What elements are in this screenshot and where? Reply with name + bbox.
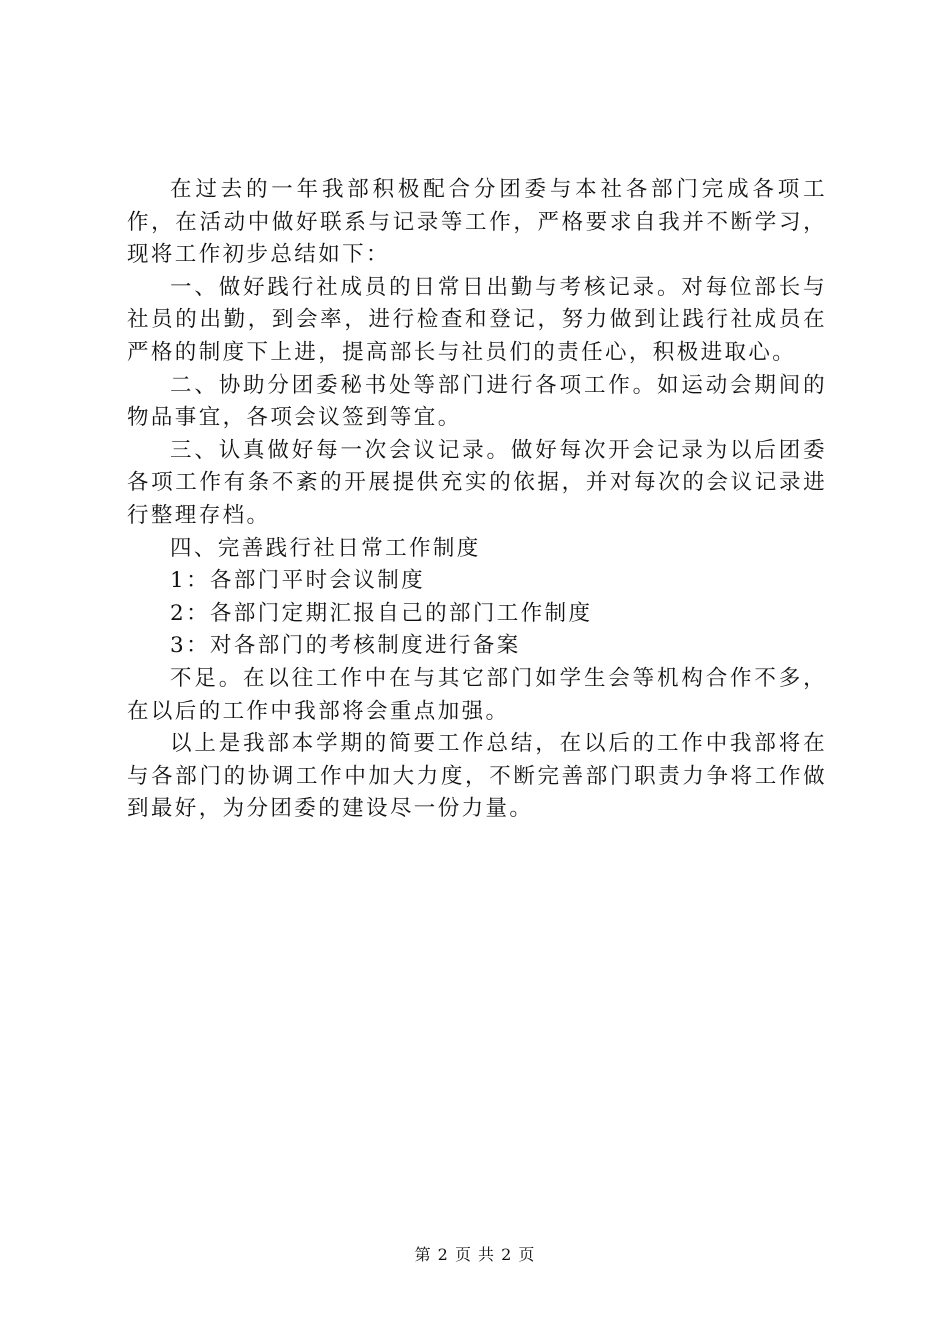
paragraph-subitem-1: 1：各部门平时会议制度 — [170, 568, 426, 594]
page-number-footer: 第 2 页 共 2 页 — [414, 1245, 536, 1264]
paragraph-subitem-3: 3：对各部门的考核制度进行备案 — [170, 633, 521, 659]
paragraph-item-3: 三、认真做好每一次会议记录。做好每次开会记录为以后团委各项工作有条不紊的开展提供充实的依据，并对每次的会议记录进行整理存档。 — [127, 437, 827, 528]
document-body — [127, 174, 827, 826]
paragraph-item-4: 四、完善践行社日常工作制度 — [170, 535, 481, 561]
paragraph-item-1: 一、做好践行社成员的日常日出勤与考核记录。对每位部长与社员的出勤，到会率，进行检查和登记，努力做到让践行社成员在严格的制度下上进，提高部长与社员们的责任心，积极进取心。 — [127, 274, 827, 365]
paragraph-intro: 在过去的一年我部积极配合分团委与本社各部门完成各项工作，在活动中做好联系与记录等工作，严格要求自我并不断学习，现将工作初步总结如下： — [127, 177, 827, 268]
paragraph-subitem-2: 2：各部门定期汇报自己的部门工作制度 — [170, 600, 593, 626]
paragraph-item-2: 二、协助分团委秘书处等部门进行各项工作。如运动会期间的物品事宜，各项会议签到等宜。 — [127, 372, 827, 431]
paragraph-conclusion: 以上是我部本学期的简要工作总结，在以后的工作中我部将在与各部门的协调工作中加大力度，不断完善部门职责力争将工作做到最好，为分团委的建设尽一份力量。 — [127, 731, 827, 822]
paragraph-shortcomings: 不足。在以往工作中在与其它部门如学生会等机构合作不多，在以后的工作中我部将会重点加强。 — [127, 665, 827, 724]
